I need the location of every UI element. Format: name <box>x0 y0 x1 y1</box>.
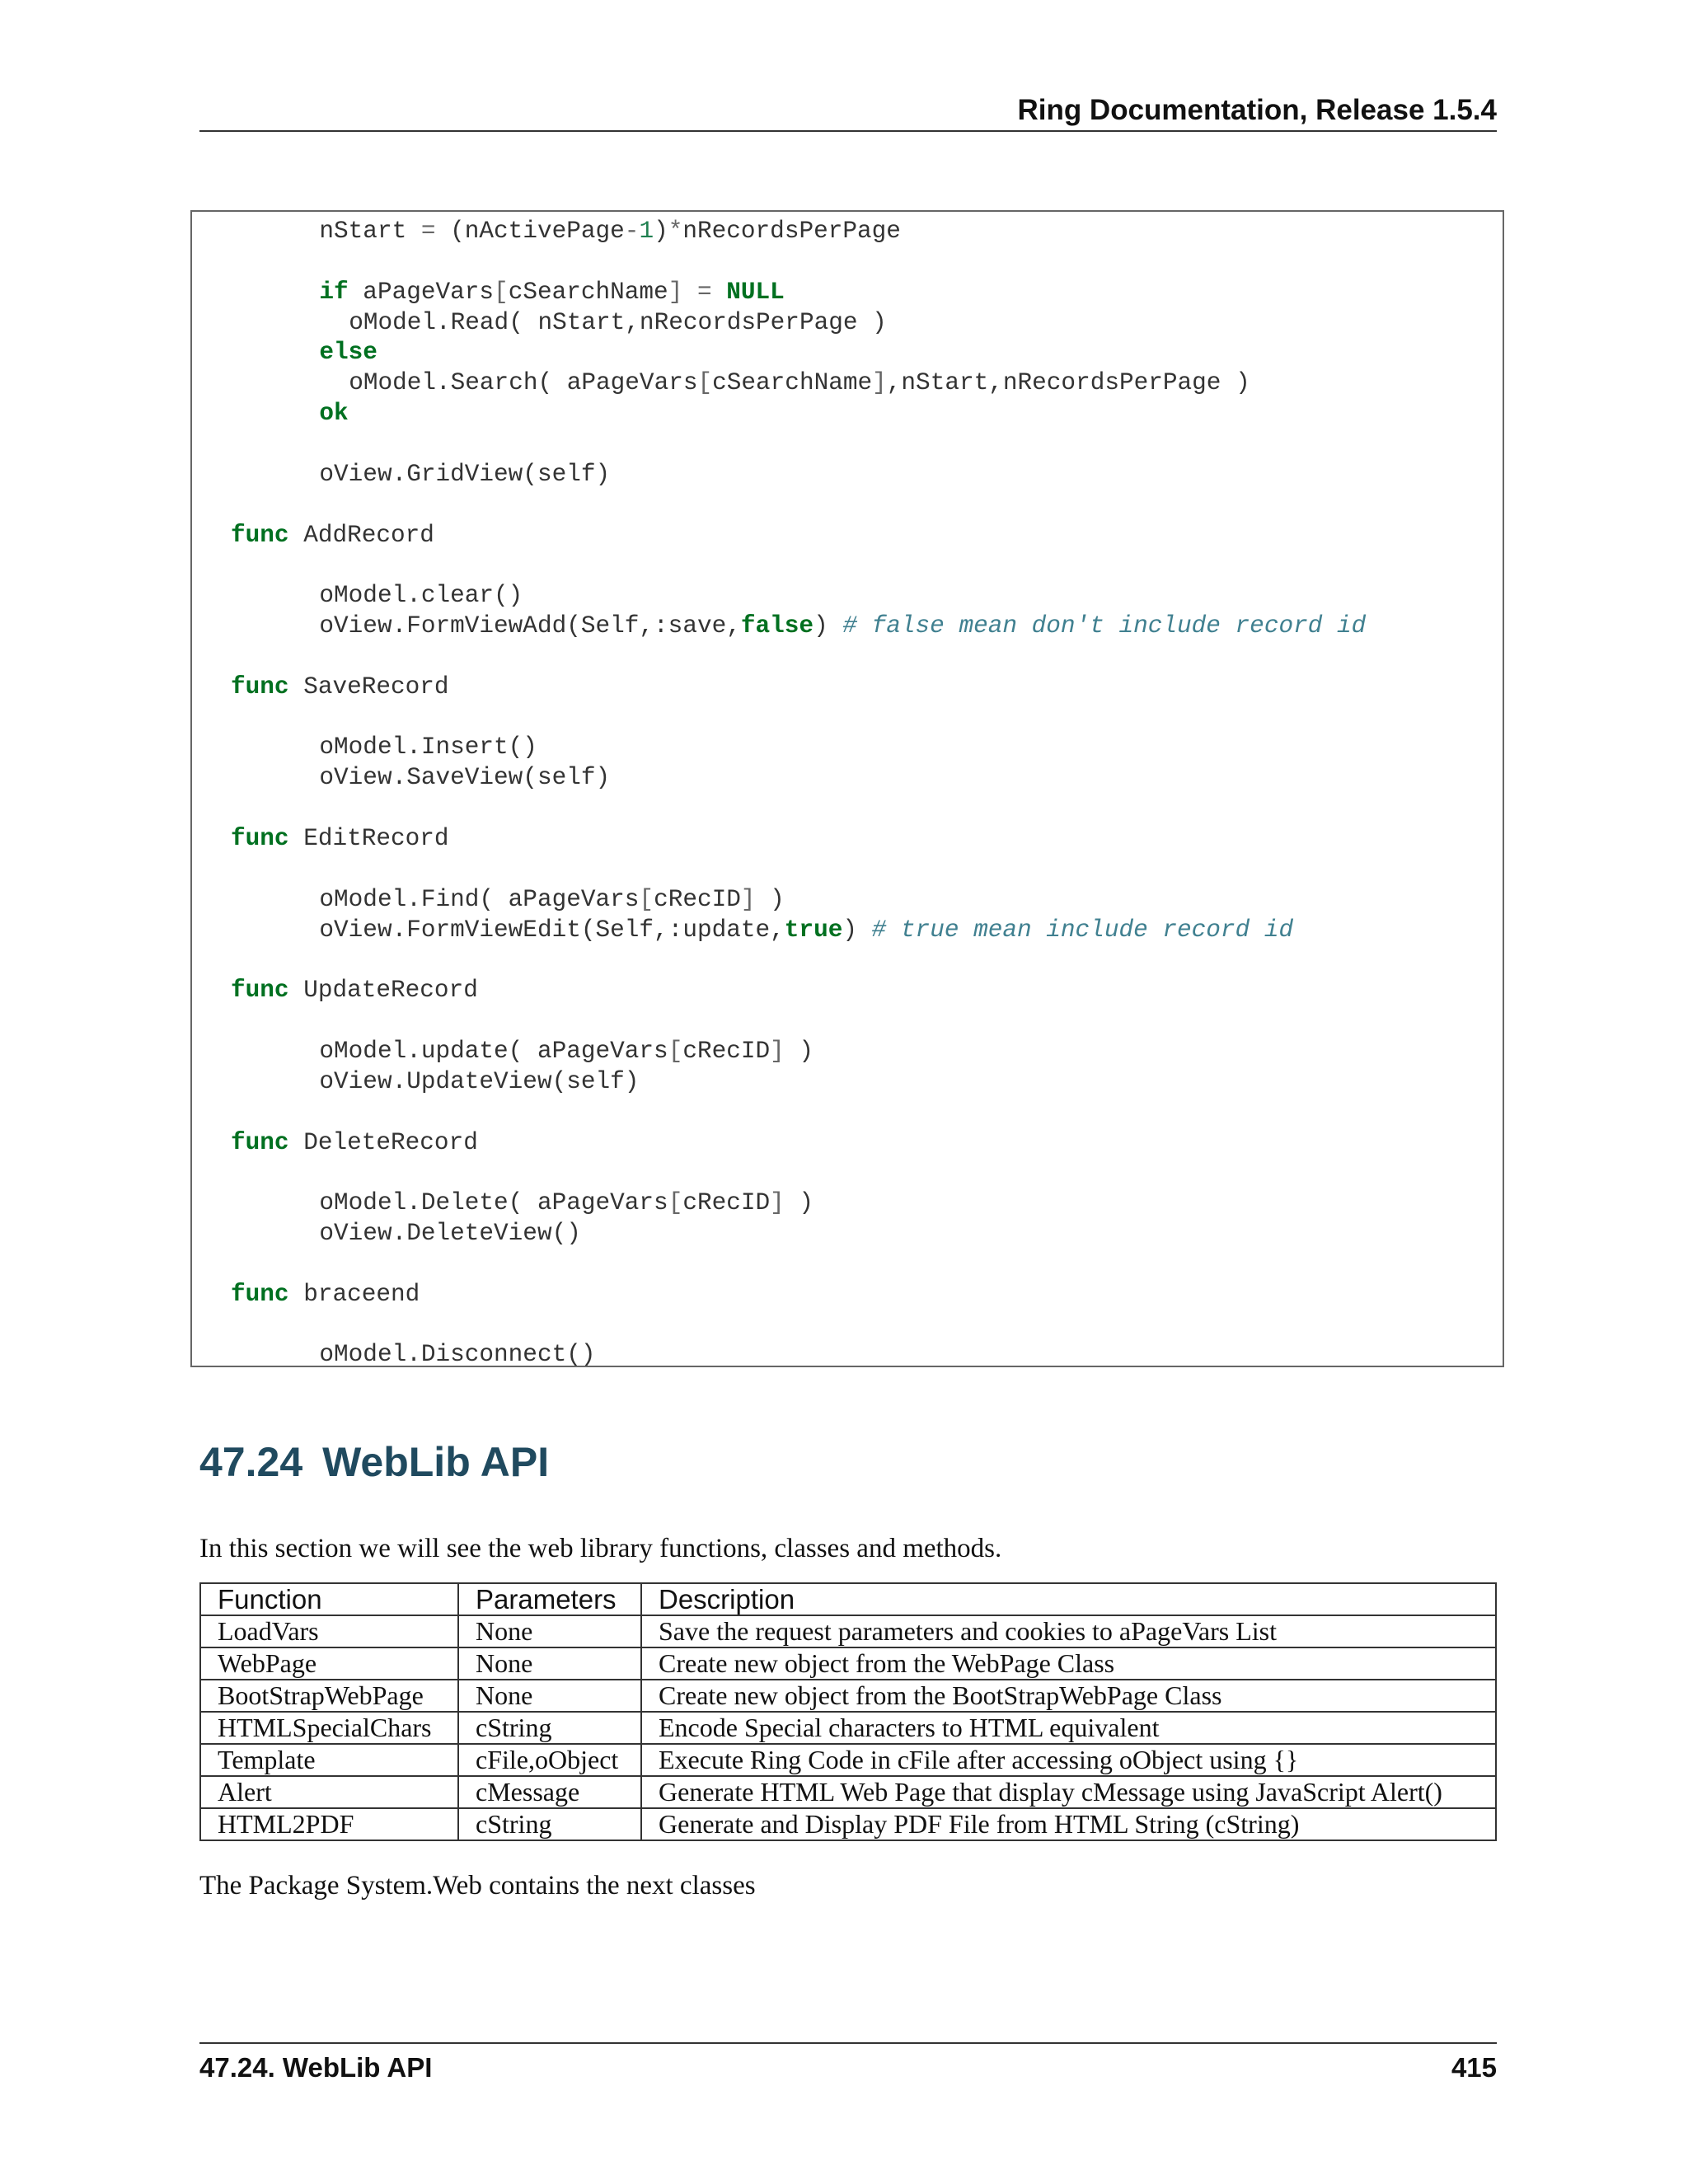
code-token: oModel.Search( aPageVars <box>349 369 698 397</box>
code-token: oView.SaveView(self) <box>319 764 611 792</box>
table-cell-function: WebPage <box>200 1647 458 1680</box>
code-token: oModel.Find( aPageVars <box>319 885 640 913</box>
section-number: 47.24 <box>199 1439 303 1485</box>
outro-paragraph: The Package System.Web contains the next classes <box>199 1871 756 1900</box>
code-line <box>231 520 434 551</box>
code-line <box>319 1218 580 1249</box>
code-token: cSearchName <box>508 278 668 306</box>
table-row <box>200 1680 1496 1712</box>
section-title-text: WebLib API <box>322 1439 550 1485</box>
code-token: true <box>784 916 843 944</box>
code-token <box>682 279 697 306</box>
code-token: cRecID <box>654 885 741 913</box>
table-row <box>200 1615 1496 1647</box>
code-token: func <box>231 1280 289 1308</box>
code-token: else <box>319 339 377 367</box>
code-line <box>319 580 523 611</box>
footer-section-name: 47.24. WebLib API <box>199 2052 433 2083</box>
table-cell-description: Encode Special characters to HTML equivalent <box>641 1712 1496 1744</box>
table-cell-parameters: None <box>458 1680 641 1712</box>
code-token: oModel.Delete( aPageVars <box>319 1189 668 1217</box>
table-header-function: Function <box>200 1583 458 1615</box>
code-line <box>319 1036 814 1066</box>
code-token: ok <box>319 400 349 428</box>
code-line <box>319 398 348 429</box>
page-footer <box>199 2042 1497 2085</box>
code-line <box>319 732 537 762</box>
code-token: oView.FormViewAdd(Self,:save, <box>319 612 741 640</box>
code-line <box>231 823 449 854</box>
table-header-description: Description <box>641 1583 1496 1615</box>
code-token: braceend <box>288 1280 420 1308</box>
code-token: ] <box>770 1189 785 1217</box>
code-token: func <box>231 521 289 549</box>
code-token: ) <box>654 218 668 245</box>
table-cell-description: Generate HTML Web Page that display cMessage using JavaScript Alert() <box>641 1776 1496 1808</box>
table-header-parameters: Parameters <box>458 1583 641 1615</box>
code-token: oModel.Insert() <box>319 733 537 762</box>
table-cell-description: Create new object from the BootStrapWebPage Class <box>641 1680 1496 1712</box>
code-line <box>349 307 887 338</box>
table-row <box>200 1647 1496 1680</box>
code-line <box>319 277 784 307</box>
code-line <box>319 337 377 368</box>
code-token: ,nStart,nRecordsPerPage ) <box>886 369 1250 397</box>
document-title: Ring Documentation, Release 1.5.4 <box>1017 94 1497 126</box>
code-token: cRecID <box>682 1037 771 1065</box>
code-token: 1 <box>639 218 654 245</box>
code-token: ] <box>872 369 887 397</box>
code-token: = <box>420 218 436 245</box>
code-token: [ <box>668 1189 683 1217</box>
table-cell-description: Execute Ring Code in cFile after accessing oObject using {} <box>641 1744 1496 1776</box>
code-token: nStart <box>319 218 421 245</box>
code-token: func <box>231 1128 289 1156</box>
code-line <box>231 672 449 702</box>
code-token: AddRecord <box>288 521 434 549</box>
code-token: if <box>319 278 349 306</box>
code-token: UpdateRecord <box>288 977 478 1005</box>
code-token: - <box>624 218 640 245</box>
code-token: ) <box>842 916 872 944</box>
code-line <box>231 975 478 1005</box>
code-token: # false mean don't include record id <box>842 612 1367 640</box>
code-line <box>349 368 1250 398</box>
table-cell-description: Save the request parameters and cookies to aPageVars List <box>641 1615 1496 1647</box>
code-token: func <box>231 977 289 1005</box>
table-cell-parameters: None <box>458 1647 641 1680</box>
code-token: func <box>231 673 289 701</box>
code-token: ] <box>770 1037 785 1065</box>
section-heading <box>199 1438 549 1486</box>
weblib-functions-table <box>199 1582 1497 1841</box>
code-token: ] <box>668 278 683 306</box>
table-cell-function: HTML2PDF <box>200 1808 458 1840</box>
code-block <box>190 210 1504 1367</box>
page-header <box>199 91 1497 132</box>
code-token: oModel.Disconnect() <box>319 1341 596 1367</box>
code-token: ] <box>740 885 756 913</box>
table-cell-function: HTMLSpecialChars <box>200 1712 458 1744</box>
table-cell-parameters: cFile,oObject <box>458 1744 641 1776</box>
table-cell-function: LoadVars <box>200 1615 458 1647</box>
table-cell-parameters: None <box>458 1615 641 1647</box>
code-token: [ <box>668 1037 683 1065</box>
code-token: false <box>740 612 814 640</box>
code-token: = <box>696 278 712 306</box>
table-row <box>200 1712 1496 1744</box>
code-line <box>319 459 610 490</box>
code-line <box>319 762 610 793</box>
code-line <box>231 1279 420 1310</box>
table-cell-parameters: cString <box>458 1808 641 1840</box>
code-token: nRecordsPerPage <box>682 218 901 245</box>
code-token: (nActivePage <box>435 218 625 245</box>
code-token: NULL <box>726 278 785 306</box>
table-row <box>200 1776 1496 1808</box>
code-token: * <box>668 218 683 245</box>
code-token: oView.UpdateView(self) <box>319 1067 640 1095</box>
table-cell-description: Generate and Display PDF File from HTML String (cString) <box>641 1808 1496 1840</box>
code-line <box>319 1066 639 1097</box>
code-token: oView.FormViewEdit(Self,:update, <box>319 916 785 944</box>
code-token: # true mean include record id <box>871 916 1294 944</box>
table-cell-parameters: cString <box>458 1712 641 1744</box>
code-line <box>319 611 1366 641</box>
code-token: func <box>231 825 289 852</box>
code-line <box>319 1188 814 1218</box>
code-token: [ <box>639 885 654 913</box>
table-cell-function: Alert <box>200 1776 458 1808</box>
code-token <box>712 279 727 306</box>
table-cell-parameters: cMessage <box>458 1776 641 1808</box>
code-token: oView.DeleteView() <box>319 1220 581 1248</box>
code-token: oModel.clear() <box>319 582 523 610</box>
table-cell-function: Template <box>200 1744 458 1776</box>
code-line <box>319 1339 595 1367</box>
code-line <box>319 216 901 246</box>
code-token: oModel.update( aPageVars <box>319 1037 668 1065</box>
code-token: aPageVars <box>348 278 495 306</box>
code-token: [ <box>697 369 713 397</box>
code-token: oModel.Read( nStart,nRecordsPerPage ) <box>349 308 887 336</box>
table-cell-function: BootStrapWebPage <box>200 1680 458 1712</box>
table-header-row <box>200 1583 1496 1615</box>
table-cell-description: Create new object from the WebPage Class <box>641 1647 1496 1680</box>
code-token: SaveRecord <box>288 673 449 701</box>
code-token: cSearchName <box>712 369 873 397</box>
code-token: ) <box>784 1189 814 1217</box>
page-number: 415 <box>1451 2052 1497 2083</box>
intro-paragraph: In this section we will see the web library functions, classes and methods. <box>199 1534 1002 1563</box>
code-token: ) <box>755 885 785 913</box>
table-row <box>200 1744 1496 1776</box>
table-row <box>200 1808 1496 1840</box>
code-token: ) <box>784 1037 814 1065</box>
code-token: DeleteRecord <box>288 1128 478 1156</box>
code-line <box>319 884 784 915</box>
code-token: oView.GridView(self) <box>319 460 611 488</box>
code-token: EditRecord <box>288 825 449 852</box>
code-line <box>319 915 1293 945</box>
code-token: ) <box>814 612 843 640</box>
code-line <box>231 1127 478 1158</box>
code-token: [ <box>494 278 509 306</box>
code-token: cRecID <box>682 1189 771 1217</box>
